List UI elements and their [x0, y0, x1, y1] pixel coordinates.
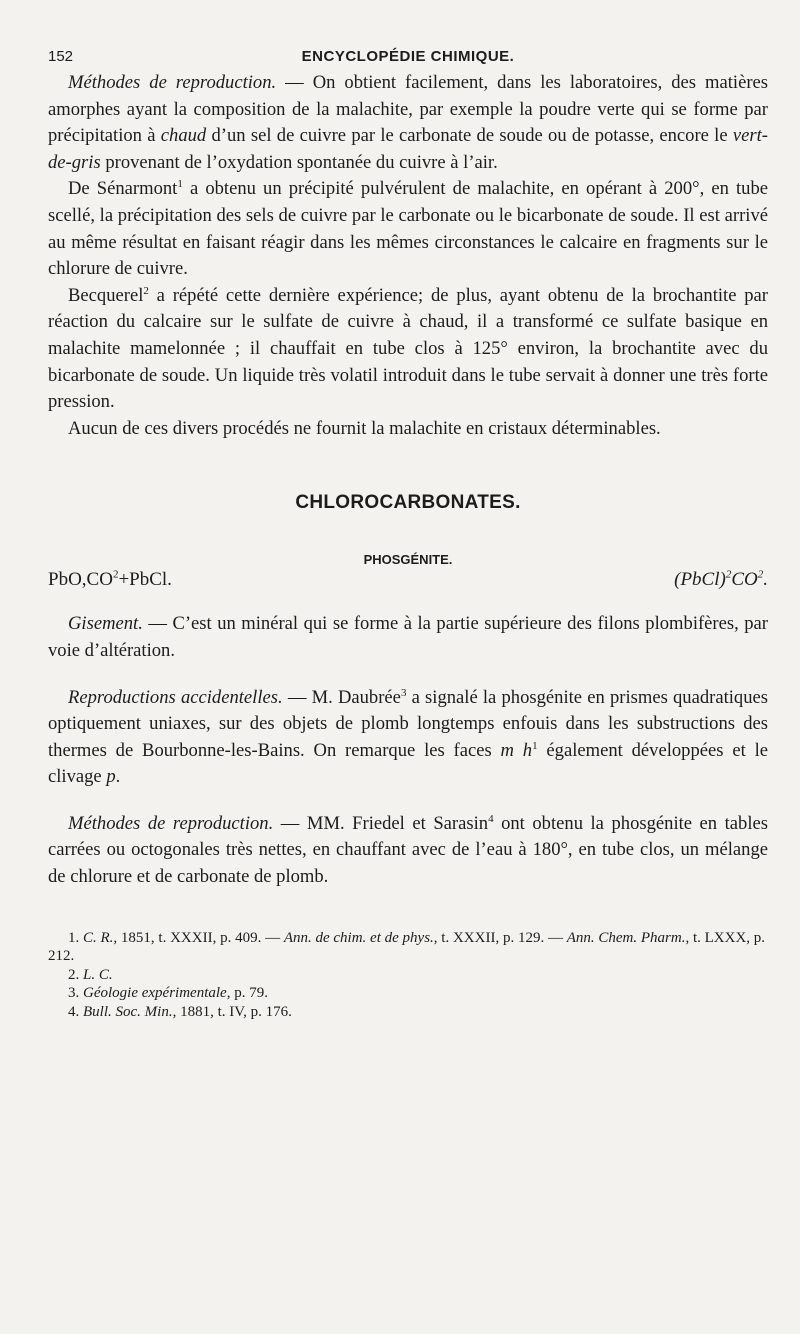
text-run: .	[115, 766, 121, 788]
text-run: Becquerel	[68, 284, 144, 306]
footnote-number: 1.	[68, 929, 80, 946]
formula-sup: 2	[757, 568, 764, 581]
citation-title: Bull. Soc. Min.	[83, 1003, 173, 1020]
page-header	[48, 48, 768, 70]
text-run: — M. Daubrée	[282, 686, 401, 708]
footnote-ref: 3	[400, 686, 407, 699]
citation-text: , p. 79.	[226, 985, 268, 1002]
page-number: 152	[48, 48, 74, 65]
citation-title: Ann. Chem. Pharm.	[566, 929, 686, 946]
emphasis: chaud	[160, 125, 207, 147]
subsection-title: PHOSGÉNITE.	[363, 552, 453, 568]
citation-text: , t. XXXII, p. 129. —	[433, 929, 567, 946]
text-run: provenant de l’oxydation spontanée du cuivre à l’air.	[100, 151, 498, 173]
citation-text: , t. LXXX, p. 212.	[48, 929, 766, 965]
formula-sup: 2	[725, 568, 732, 581]
formula-part: .	[763, 569, 768, 591]
footnote-ref: 2	[143, 284, 149, 297]
footnotes	[48, 929, 768, 1022]
text-run: ont obtenu la phosgénite en tables carrées ou octogonales très nettes, en chauffant avec de l’eau à 180°, en tube clos, un mélange de chlorure et de carbonate de plomb.	[48, 812, 769, 888]
text-run: De Sénarmont	[68, 178, 178, 200]
formula-part: PbO,CO	[48, 569, 113, 591]
running-title: ENCYCLOPÉDIE CHIMIQUE.	[301, 48, 515, 65]
footnote-number: 2.	[68, 966, 80, 983]
paragraph-gisement	[48, 611, 768, 664]
citation-title: Ann. de chim. et de phys.	[283, 929, 434, 946]
footnote-ref: 4	[488, 812, 494, 825]
formula-part: CO	[731, 569, 758, 591]
chemical-formula	[48, 569, 768, 591]
text-run: — MM. Friedel et Sarasin	[273, 812, 489, 834]
paragraph-label: Gisement.	[68, 613, 143, 635]
paragraph-label: Méthodes de reproduction.	[68, 72, 277, 93]
paragraph-senarmont	[48, 176, 768, 282]
section-title: CHLOROCARBONATES.	[295, 492, 521, 514]
text-run: a obtenu un précipité pulvérulent de malachite, en opérant à 200°, en tube scellé, la précipitation des sels de cuivre par le carbonate ou le bicarbonate de soude. Il est arrivé au même résultat en faisant réagir dans les mêmes circonstances le calcaire en fragments sur le chlorure de cuivre.	[48, 178, 769, 280]
formula-right	[674, 569, 768, 591]
formula-part: +PbCl.	[118, 569, 172, 591]
book-page	[48, 48, 768, 1021]
text-run: également développées et le clivage	[48, 739, 768, 788]
paragraph-malachite-methods	[48, 70, 768, 176]
footnote	[48, 966, 768, 985]
citation-text: , 1881, t. IV, p. 176.	[172, 1003, 292, 1020]
text-run: a répété cette dernière expérience; de plus, ayant obtenu de la brochantite par réaction du calcaire sur le sulfate de cuivre à chaud, il a transformé ce sulfate basique en malachite mamelonnée ; il chauffait en tube clos à 125° environ, la brochantite avec du bicarbonate de soude. Un liquide très volatil introduit dans le tube servait à donner une très forte pression.	[48, 284, 768, 413]
emphasis-sup: 1	[532, 739, 538, 752]
paragraph-conclusion: Aucun de ces divers procédés ne fournit la malachite en cristaux déterminables.	[68, 417, 661, 439]
paragraph-label: Méthodes de reproduction.	[68, 812, 274, 834]
text-run: a signalé la phosgénite en prismes quadratiques optiquement uniaxes, sur des objets de plomb longtemps enfouis dans les substructions des thermes de Bourbonne-les-Bains. On remarque les faces	[48, 686, 768, 761]
formula-sup: 2	[112, 568, 119, 581]
formula-part: (PbCl)	[674, 569, 726, 591]
footnote-ref: 1	[177, 178, 183, 191]
emphasis: p	[106, 766, 116, 788]
citation-title: Géologie expérimentale	[83, 985, 227, 1002]
footnote	[48, 1003, 768, 1022]
footnote-number: 4.	[68, 1003, 80, 1020]
citation-title: L. C.	[83, 966, 113, 983]
citation-title: C. R.	[83, 929, 114, 946]
footnote	[48, 929, 768, 966]
citation-text: , 1851, t. XXXII, p. 409. —	[113, 929, 284, 946]
paragraph-phosgenite-methods	[48, 811, 768, 891]
paragraph-label: Reproductions accidentelles.	[68, 686, 283, 708]
text-run: — On obtient facilement, dans les laboratoires, des matières amorphes ayant la composition de la malachite, par exemple la poudre verte qui se forme par précipitation à	[48, 72, 768, 147]
text-run: d’un sel de cuivre par le carbonate de soude ou de potasse, encore le	[206, 125, 733, 147]
emphasis: m h	[500, 739, 533, 761]
emphasis: vert-de-gris	[48, 125, 768, 173]
formula-left	[48, 569, 172, 591]
footnote	[48, 984, 768, 1003]
paragraph-becquerel	[48, 283, 768, 416]
paragraph-reproductions-accidentelles	[48, 685, 768, 791]
footnote-number: 3.	[68, 985, 80, 1002]
text-run: — C’est un minéral qui se forme à la partie supérieure des filons plombifères, par voie d’altération.	[48, 613, 768, 661]
